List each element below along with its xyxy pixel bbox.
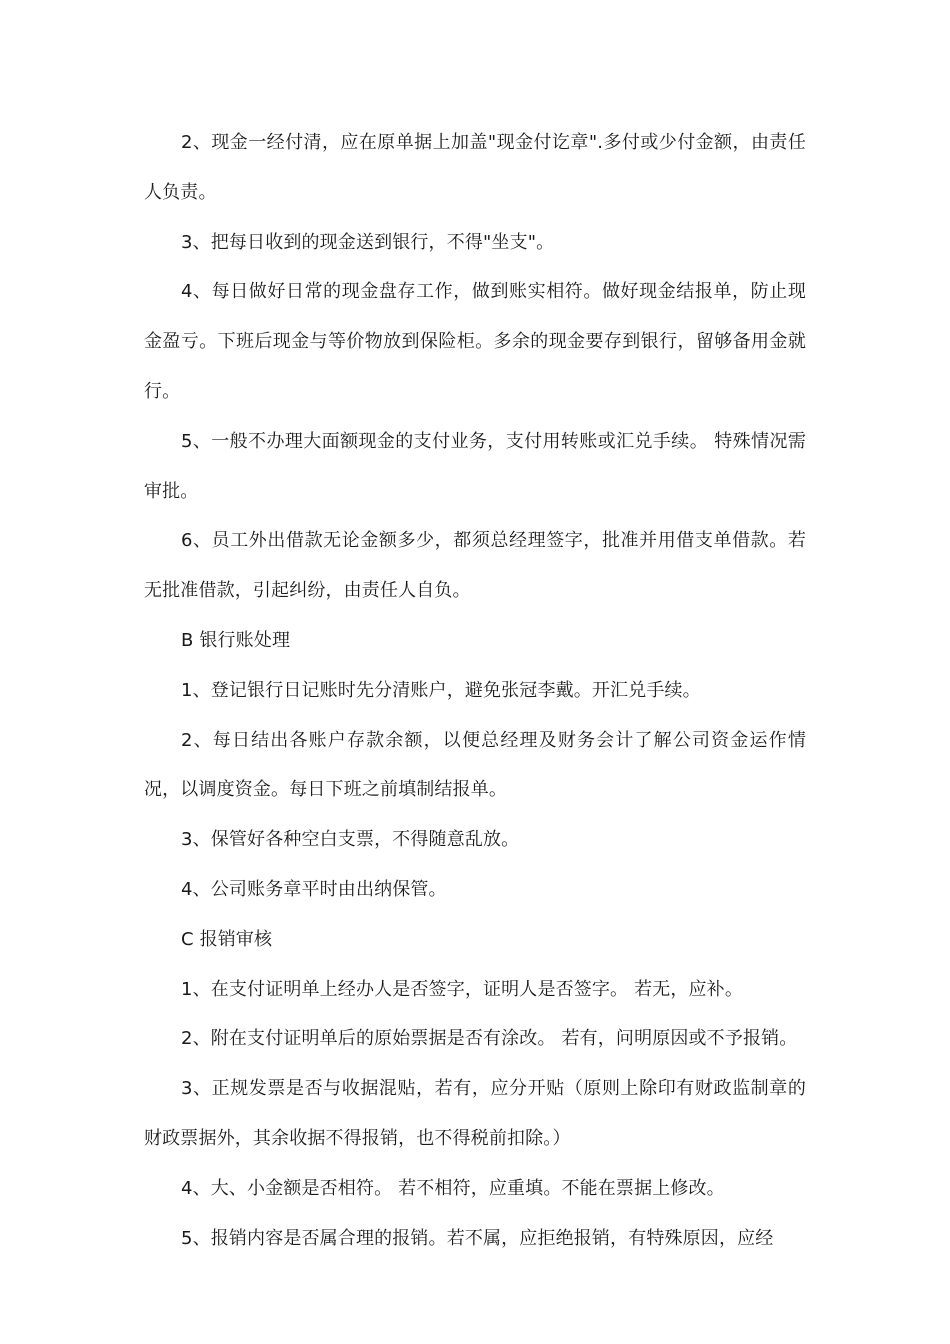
paragraph-reasonable-expense: 5、报销内容是否属合理的报销。若不属，应拒绝报销，有特殊原因，应经 [181, 1227, 774, 1249]
paragraph-receipt-alteration: 2、附在支付证明单后的原始票据是否有涂改。 若有，问明原因或不予报销。 [181, 1028, 798, 1050]
paragraph-cash-inventory: 4、每日做好日常的现金盘存工作，做到账实相符。做好现金结报单，防止现金盈亏。下班后现金与等价物放到保险柜。多余的现金要存到银行，留够备用金就行。 [144, 281, 806, 402]
paragraph-bank-journal: 1、登记银行日记账时先分清账户，避免张冠李戴。开汇兑手续。 [181, 679, 701, 701]
document-body [144, 118, 806, 1263]
paragraph-amount-match: 4、大、小金额是否相符。 若不相符，应重填。不能在票据上修改。 [181, 1177, 725, 1199]
paragraph-blank-cheques: 3、保管好各种空白支票，不得随意乱放。 [181, 829, 520, 851]
section-heading-expense-review: C 报销审核 [181, 928, 273, 950]
paragraph-large-payments: 5、一般不办理大面额现金的支付业务，支付用转账或汇兑手续。 特殊情况需审批。 [144, 430, 806, 502]
paragraph-invoice-separation: 3、正规发票是否与收据混贴，若有，应分开贴（原则上除印有财政监制章的财政票据外，其余收据不得报销，也不得税前扣除。） [144, 1078, 806, 1149]
paragraph-cash-deposit: 3、把每日收到的现金送到银行，不得"坐支"。 [181, 231, 555, 253]
paragraph-signature-check: 1、在支付证明单上经办人是否签字，证明人是否签字。 若无，应补。 [181, 978, 743, 1000]
section-heading-bank-accounts: B 银行账处理 [181, 629, 291, 651]
paragraph-daily-balance: 2、每日结出各账户存款余额，以便总经理及财务会计了解公司资金运作情况，以调度资金。每日下班之前填制结报单。 [144, 729, 806, 801]
paragraph-company-seal: 4、公司账务章平时由出纳保管。 [181, 878, 447, 900]
paragraph-employee-loans: 6、员工外出借款无论金额多少，都须总经理签字，批准并用借支单借款。若无批准借款，引起纠纷，由责任人自负。 [144, 530, 806, 602]
paragraph-cash-payment-stamp: 2、现金一经付清，应在原单据上加盖"现金付讫章".多付或少付金额，由责任人负责。 [144, 132, 806, 203]
